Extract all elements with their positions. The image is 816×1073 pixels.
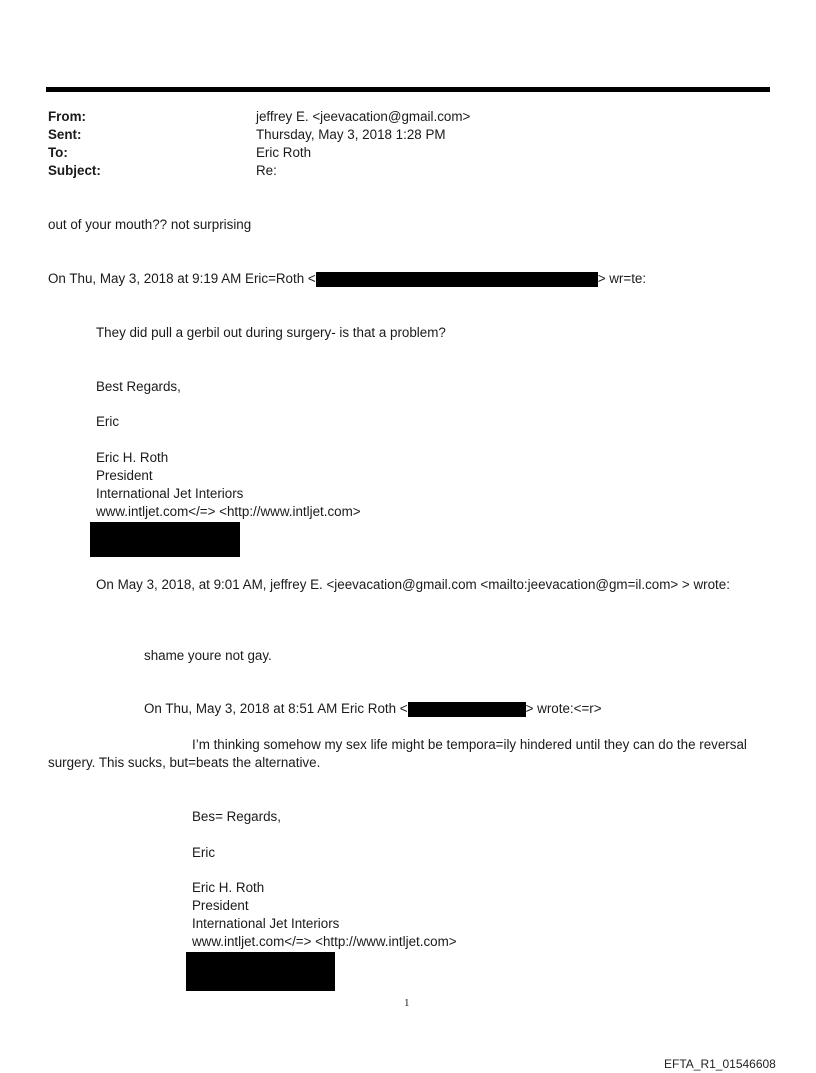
quote1-message: They did pull a gerbil out during surgery- is that a problem? (96, 325, 446, 340)
quote3-attribution-start: On Thu, May 3, 2018 at 8:51 AM Eric Roth < (144, 701, 408, 716)
quote3-name: Eric (192, 845, 216, 860)
quote1-sig-company: International Jet Interiors (96, 486, 244, 501)
quote1-sig-title: President (96, 468, 153, 483)
quote3-sig-name: Eric H. Roth (192, 880, 265, 895)
quote3-regards: Bes= Regards, (192, 809, 281, 824)
quote3-message-line2: surgery. This sucks, but=beats the alternative. (48, 755, 321, 770)
sent-value: Thursday, May 3, 2018 1:28 PM (256, 127, 446, 142)
quote3-attribution (144, 700, 602, 717)
quote1-attribution-start: On Thu, May 3, 2018 at 9:19 AM Eric=Roth < (48, 271, 316, 286)
quote3-sig-web: www.intljet.com</=> <http://www.intljet.com> (192, 934, 457, 949)
from-value: jeffrey E. <jeevacation@gmail.com> (256, 109, 471, 124)
quote2-attribution: On May 3, 2018, at 9:01 AM, jeffrey E. <jeevacation@gmail.com <mailto:jeevacation@gm=il.com> > wrote: (96, 577, 730, 592)
quote1-regards: Best Regards, (96, 379, 181, 394)
sent-label: Sent: (48, 127, 82, 142)
subject-value: Re: (256, 163, 277, 178)
quote3-sig-company: International Jet Interiors (192, 916, 340, 931)
subject-label: Subject: (48, 163, 101, 178)
bates-number: EFTA_R1_01546608 (664, 1057, 776, 1071)
quote1-sig-web: www.intljet.com</=> <http://www.intljet.com> (96, 504, 361, 519)
redacted-block (186, 952, 335, 991)
redacted-block (90, 522, 240, 557)
quote3-message-line1: I’m thinking somehow my sex life might be tempora=ily hindered until they can do the reversal (192, 737, 747, 752)
quote2-message: shame youre not gay. (144, 648, 272, 663)
quote3-sig-title: President (192, 898, 249, 913)
page-number: 1 (404, 997, 410, 1009)
redacted-email (316, 272, 598, 287)
reply-text: out of your mouth?? not surprising (48, 217, 252, 232)
quote1-attribution-end: > wr=te: (597, 271, 647, 286)
quote1-sig-name: Eric H. Roth (96, 450, 169, 465)
to-label: To: (48, 145, 68, 160)
header-rule (46, 87, 770, 92)
from-label: From: (48, 109, 86, 124)
quote1-attribution (48, 270, 646, 287)
quote3-attribution-end: > wrote:<=r> (525, 701, 602, 716)
to-value: Eric Roth (256, 145, 312, 160)
redacted-email (408, 702, 526, 717)
quote1-name: Eric (96, 414, 120, 429)
